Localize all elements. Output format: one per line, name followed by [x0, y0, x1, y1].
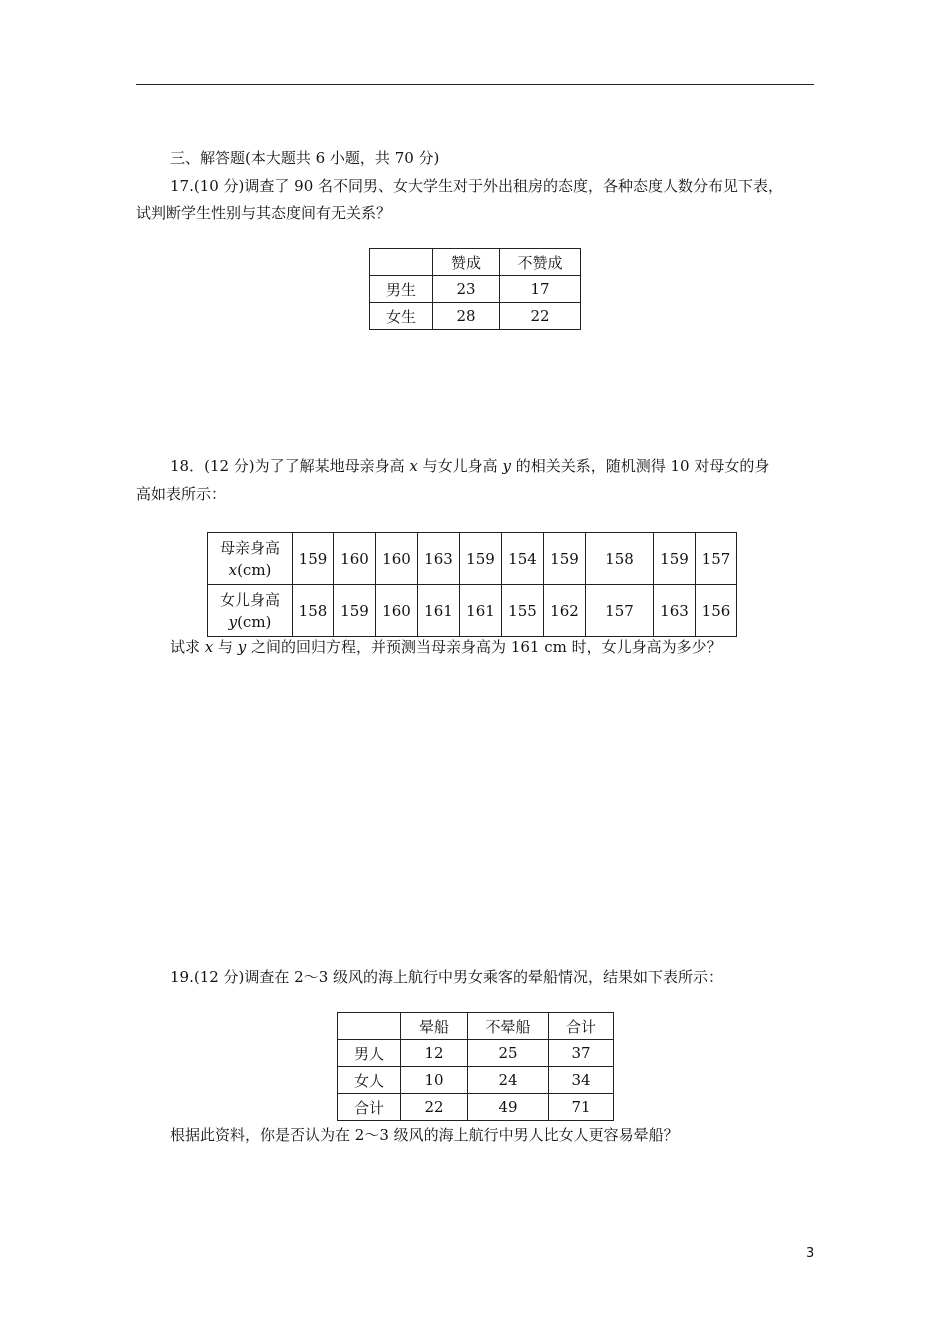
- text-run: 试求: [170, 638, 205, 656]
- table-row: [208, 585, 737, 637]
- row-label-daughter: [208, 585, 293, 637]
- table-cell: 161: [460, 585, 502, 637]
- text-run: 与: [213, 638, 238, 656]
- table-cell: 23: [433, 276, 500, 303]
- q18-question: [170, 637, 722, 657]
- table-row: [370, 249, 581, 276]
- table-cell: 女人: [338, 1067, 401, 1094]
- table-cell: 161: [418, 585, 460, 637]
- table-cell: 158: [586, 533, 654, 585]
- table-cell: 10: [401, 1067, 468, 1094]
- unit: (cm): [237, 560, 272, 579]
- q17-table: [369, 248, 581, 330]
- table-cell: 157: [586, 585, 654, 637]
- text-run: 的相关关系，随机测得 10 对母女的身: [510, 457, 770, 475]
- table-cell: 160: [376, 533, 418, 585]
- table-cell: 合计: [549, 1013, 614, 1040]
- table-row: [338, 1013, 614, 1040]
- variable-y: y: [237, 638, 247, 656]
- table-cell: 156: [696, 585, 737, 637]
- table-cell: 女生: [370, 303, 433, 330]
- table-cell: 155: [502, 585, 544, 637]
- q17-line-1: 17.(10 分)调查了 90 名不同男、女大学生对于外出租房的态度，各种态度人数分布见下表，: [170, 177, 784, 195]
- table-cell: 24: [468, 1067, 549, 1094]
- table-cell: 晕船: [401, 1013, 468, 1040]
- q19-line-1: 19.(12 分)调查在 2～3 级风的海上航行中男女乘客的晕船情况，结果如下表所示：: [170, 968, 724, 986]
- table-cell: [370, 249, 433, 276]
- table-cell: 157: [696, 533, 737, 585]
- q17-line-2: 试判断学生性别与其态度间有无关系？: [136, 204, 392, 222]
- table-cell: 160: [376, 585, 418, 637]
- table-cell: 160: [334, 533, 376, 585]
- q18-table: [207, 532, 737, 637]
- table-cell: 12: [401, 1040, 468, 1067]
- variable-y: y: [502, 457, 511, 475]
- table-cell: 154: [502, 533, 544, 585]
- q19-table: [337, 1012, 614, 1121]
- table-row: [338, 1040, 614, 1067]
- table-cell: 159: [654, 533, 696, 585]
- page-number: 3: [806, 1246, 815, 1261]
- variable-x: x: [204, 638, 214, 656]
- table-cell: 17: [500, 276, 581, 303]
- table-cell: 163: [654, 585, 696, 637]
- table-cell: 163: [418, 533, 460, 585]
- header-rule: [136, 84, 814, 85]
- label-line: 女儿身高: [219, 590, 280, 609]
- table-cell: 男生: [370, 276, 433, 303]
- table-cell: 159: [544, 533, 586, 585]
- table-cell: 赞成: [433, 249, 500, 276]
- variable-y: y: [228, 612, 238, 631]
- q18-line-1: [170, 456, 769, 476]
- table-cell: 37: [549, 1040, 614, 1067]
- table-cell: 159: [293, 533, 334, 585]
- table-cell: 合计: [338, 1094, 401, 1121]
- text-run: 与女儿身高: [417, 457, 503, 475]
- variable-x: x: [409, 457, 418, 475]
- table-cell: 不晕船: [468, 1013, 549, 1040]
- table-cell: 22: [500, 303, 581, 330]
- table-cell: 49: [468, 1094, 549, 1121]
- table-cell: 28: [433, 303, 500, 330]
- table-cell: 159: [334, 585, 376, 637]
- table-row: [338, 1094, 614, 1121]
- text-run: 18．(12 分)为了了解某地母亲身高: [170, 457, 410, 475]
- table-cell: 男人: [338, 1040, 401, 1067]
- text-run: 之间的回归方程，并预测当母亲身高为 161 cm 时，女儿身高为多少？: [246, 638, 722, 656]
- table-cell: [338, 1013, 401, 1040]
- label-line: [208, 559, 292, 581]
- q18-line-2: 高如表所示：: [136, 485, 227, 503]
- section-header: 三、解答题(本大题共 6 小题，共 70 分): [170, 149, 440, 167]
- variable-x: x: [228, 560, 238, 579]
- q19-question: 根据此资料，你是否认为在 2～3 级风的海上航行中男人比女人更容易晕船？: [170, 1126, 679, 1144]
- table-cell: 159: [460, 533, 502, 585]
- table-row: [208, 533, 737, 585]
- table-cell: 34: [549, 1067, 614, 1094]
- label-line: 母亲身高: [219, 538, 280, 557]
- table-row: [370, 276, 581, 303]
- label-line: [208, 611, 292, 633]
- row-label-mother: [208, 533, 293, 585]
- table-cell: 25: [468, 1040, 549, 1067]
- table-cell: 22: [401, 1094, 468, 1121]
- table-row: [370, 303, 581, 330]
- table-cell: 71: [549, 1094, 614, 1121]
- unit: (cm): [237, 612, 272, 631]
- table-cell: 162: [544, 585, 586, 637]
- table-cell: 158: [293, 585, 334, 637]
- table-row: [338, 1067, 614, 1094]
- table-cell: 不赞成: [500, 249, 581, 276]
